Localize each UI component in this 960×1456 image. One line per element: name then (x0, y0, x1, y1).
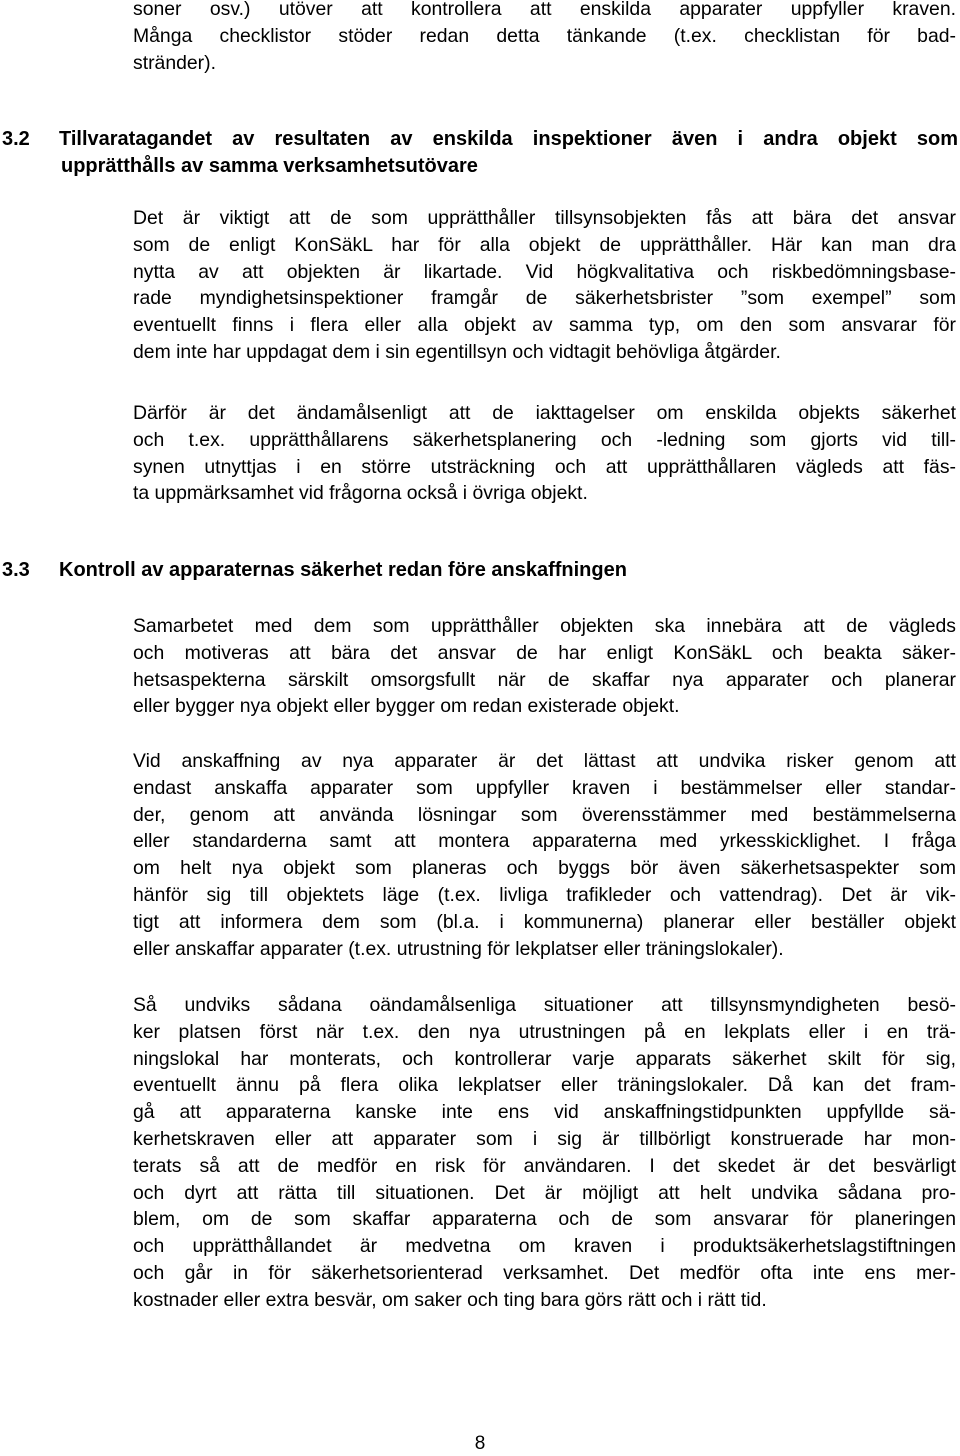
text-line: Vid anskaffning av nya apparater är det lättast att undvika risker genom att (133, 750, 956, 772)
text-line: synen utnyttjas i en större utsträckning och att upprätthållaren vägleds att fäs- (133, 455, 956, 478)
text-line: kostnader eller extra besvär, om saker och ting bara görs rätt och i rätt tid. (133, 1288, 767, 1311)
text-line: stränder). (133, 51, 216, 74)
text-line: kerhetskraven eller att apparater som i sig är tillbörligt konstruerade har mon- (133, 1127, 956, 1150)
section-title: Kontroll av apparaternas säkerhet redan före anskaffningen (59, 559, 627, 581)
text-line: endast anskaffa apparater som uppfyller kraven i bestämmelser eller standar- (133, 776, 956, 799)
text-line: gå att apparaterna kanske inte ens vid anskaffningstidpunkten uppfyllde sä- (133, 1101, 956, 1124)
text-line: och t.ex. upprätthållarens säkerhetsplanering och -ledning som gjorts vid till- (133, 428, 956, 451)
text-line: ningslokal har monterats, och kontrollerar varje apparats säkerhet skilt för sig, (133, 1047, 956, 1070)
text-line: som de enligt KonSäkL har för alla objekt de upprätthåller. Här kan man dra (133, 233, 956, 256)
text-line: Så undviks sådana oändamålsenliga situationer att tillsynsmyndigheten besö- (133, 994, 956, 1016)
section-3-3-paragraph-3 (133, 992, 956, 1314)
text-line: dem inte har uppdagat dem i sin egentillsyn och vidtagit behövliga åtgärder. (133, 340, 781, 363)
text-line: Det är viktigt att de som upprätthåller tillsynsobjekten fås att bära det ansvar (133, 207, 956, 229)
text-line: soner osv.) utöver att kontrollera att enskilda apparater uppfyller kraven. (133, 0, 956, 20)
text-line: hänför sig till objektets läge (t.ex. livliga trafikleder och vattendrag). Det är vik- (133, 883, 956, 906)
text-line: rade myndighetsinspektioner framgår de säkerhetsbrister ”som exempel” som (133, 287, 956, 310)
text-line: eventuellt ännu på flera olika lekplatser eller träningslokaler. Då kan det fram- (133, 1074, 956, 1097)
section-title-line: Tillvaratagandet av resultaten av enskilda inspektioner även i andra objekt som (59, 128, 958, 150)
text-line: terats så att de medför en risk för användaren. I det skedet är det besvärligt (133, 1154, 956, 1177)
text-line: nytta av att objekten är likartade. Vid högkvalitativa och riskbedömningsbase- (133, 260, 956, 283)
section-number: 3.2 (2, 128, 30, 150)
section-number: 3.3 (2, 559, 30, 581)
text-line: och motiveras att bära det ansvar de har enligt KonSäkL och beakta säker- (133, 641, 956, 664)
text-line: Många checklistor stöder redan detta tänkande (t.ex. checklistan för bad- (133, 24, 956, 47)
page-number: 8 (474, 1433, 486, 1454)
text-line: om helt nya objekt som planeras och byggs bör även säkerhetsaspekter som (133, 857, 956, 880)
text-line: tigt att informera dem som (bl.a. i kommunerna) planerar eller beställer objekt (133, 910, 956, 933)
text-line: ta uppmärksamhet vid frågorna också i övriga objekt. (133, 482, 588, 505)
text-line: ker platsen först när t.ex. den nya utrustningen på en lekplats eller i en trä- (133, 1020, 956, 1043)
section-title-line: upprätthålls av samma verksamhetsutövare (61, 155, 478, 177)
section-3-2-paragraph-1 (133, 205, 956, 366)
text-line: Samarbetet med dem som upprätthåller objekten ska innebära att de vägleds (133, 615, 956, 637)
text-line: eller bygger nya objekt eller bygger om redan existerade objekt. (133, 695, 680, 718)
section-heading-3-3 (2, 557, 958, 584)
text-line: Därför är det ändamålsenligt att de iakttagelser om enskilda objekts säkerhet (133, 402, 956, 424)
text-line: och dyrt att rätta till situationen. Det är möjligt att helt undvika sådana pro- (133, 1181, 956, 1204)
text-line: eller anskaffar apparater (t.ex. utrustning för lekplatser eller träningslokaler). (133, 937, 784, 960)
section-3-3-paragraph-1 (133, 613, 956, 720)
text-line: blem, om de som skaffar apparaterna och de som ansvarar för planeringen (133, 1208, 956, 1231)
text-line: eventuellt finns i flera eller alla objekt av samma typ, om den som ansvarar för (133, 314, 956, 337)
intro-paragraph (133, 0, 956, 76)
text-line: hetsaspekterna särskilt omsorgsfullt när de skaffar nya apparater och planerar (133, 668, 956, 691)
text-line: der, genom att använda lösningar som överensstämmer med bestämmelserna (133, 803, 956, 826)
text-line: och upprätthållandet är medvetna om kraven i produktsäkerhetslagstiftningen (133, 1235, 956, 1258)
section-heading-3-2 (2, 126, 958, 180)
text-line: eller standarderna samt att montera apparaterna med yrkesskicklighet. I fråga (133, 830, 956, 853)
section-3-2-paragraph-2 (133, 400, 956, 507)
text-line: och går in för säkerhetsorienterad verksamhet. Det medför ofta inte ens mer- (133, 1261, 956, 1284)
section-3-3-paragraph-2 (133, 748, 956, 962)
